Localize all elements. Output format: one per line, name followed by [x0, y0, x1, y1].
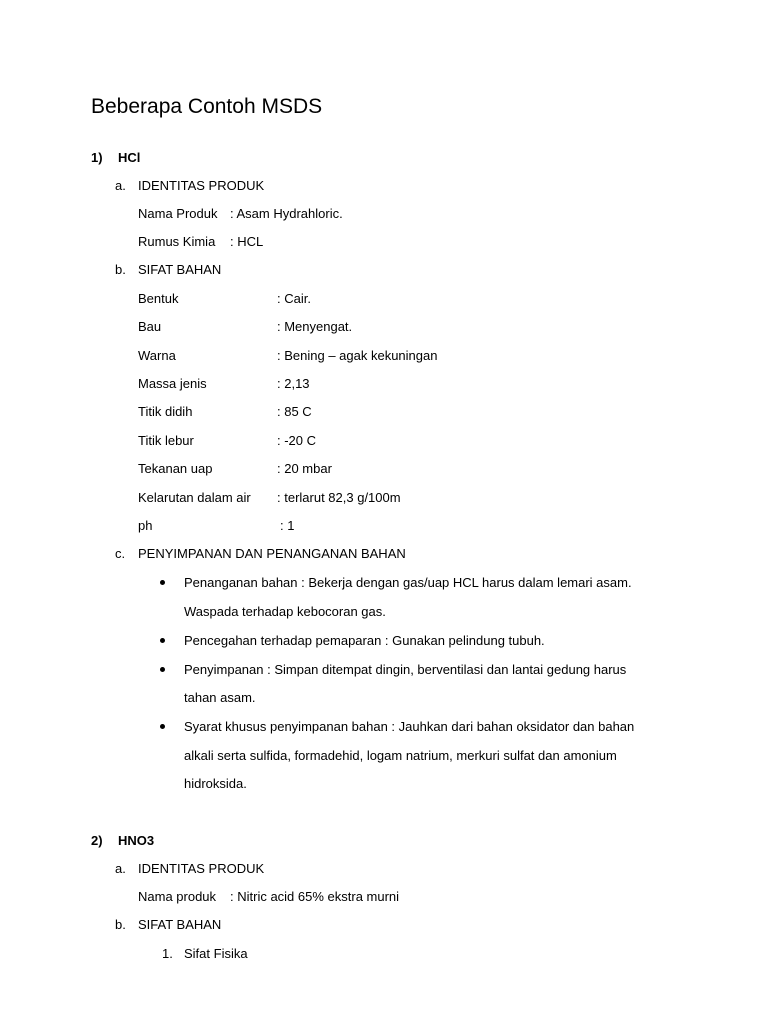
bullet-icon [160, 638, 165, 643]
section-2b-heading: SIFAT BAHAN [138, 917, 222, 932]
property-value: : Cair. [277, 291, 311, 306]
property-value: : 2,13 [277, 376, 310, 391]
bullet-line: hidroksida. [184, 776, 247, 791]
bullet-icon [160, 667, 165, 672]
section-1c-letter: c. [115, 546, 126, 561]
field-label: Nama Produk [138, 206, 218, 221]
property-label: ph [138, 518, 153, 533]
bullet-line: Pencegahan terhadap pemaparan : Gunakan pelindung tubuh. [184, 633, 545, 648]
bullet-icon [160, 580, 165, 585]
section-1-number: 1) [91, 150, 103, 165]
section-1a-heading: IDENTITAS PRODUK [138, 178, 265, 193]
property-value: : Menyengat. [277, 319, 353, 334]
property-value: : 1 [280, 518, 295, 533]
property-value: : 20 mbar [277, 461, 332, 476]
bullet-line: Penyimpanan : Simpan ditempat dingin, berventilasi dan lantai gedung harus [184, 662, 627, 677]
section-1-heading: HCl [118, 150, 141, 165]
property-label: Warna [138, 348, 176, 363]
property-label: Kelarutan dalam air [138, 490, 251, 505]
section-1b-letter: b. [115, 262, 126, 277]
bullet-line: Penanganan bahan : Bekerja dengan gas/uap HCL harus dalam lemari asam. [184, 575, 632, 590]
section-2-heading: HNO3 [118, 833, 155, 848]
property-label: Titik didih [138, 404, 193, 419]
field-value: : Nitric acid 65% ekstra murni [230, 889, 400, 904]
numbered-item-number: 1. [162, 946, 173, 961]
property-value: : terlarut 82,3 g/100m [277, 490, 401, 505]
property-value: : Bening – agak kekuningan [277, 348, 438, 363]
field-value: : Asam Hydrahloric. [230, 206, 343, 221]
bullet-line: tahan asam. [184, 690, 256, 705]
section-2a-heading: IDENTITAS PRODUK [138, 861, 265, 876]
property-label: Bau [138, 319, 162, 334]
property-value: : -20 C [277, 433, 317, 448]
field-value: : HCL [230, 234, 264, 249]
bullet-line: alkali serta sulfida, formadehid, logam natrium, merkuri sulfat dan amonium [184, 748, 617, 763]
section-1b-heading: SIFAT BAHAN [138, 262, 222, 277]
numbered-item-label: Sifat Fisika [184, 946, 248, 961]
document-title: Beberapa Contoh MSDS [91, 95, 323, 118]
section-2b-letter: b. [115, 917, 126, 932]
field-label: Nama produk [138, 889, 217, 904]
section-1a-letter: a. [115, 178, 126, 193]
field-label: Rumus Kimia [138, 234, 216, 249]
section-1c-heading: PENYIMPANAN DAN PENANGANAN BAHAN [138, 546, 406, 561]
property-value: : 85 C [277, 404, 312, 419]
property-label: Titik lebur [138, 433, 194, 448]
property-label: Tekanan uap [138, 461, 213, 476]
bullet-icon [160, 724, 165, 729]
property-label: Massa jenis [138, 376, 207, 391]
bullet-line: Syarat khusus penyimpanan bahan : Jauhkan dari bahan oksidator dan bahan [184, 719, 635, 734]
bullet-line: Waspada terhadap kebocoran gas. [184, 604, 386, 619]
section-2a-letter: a. [115, 861, 126, 876]
property-label: Bentuk [138, 291, 179, 306]
section-2-number: 2) [91, 833, 103, 848]
